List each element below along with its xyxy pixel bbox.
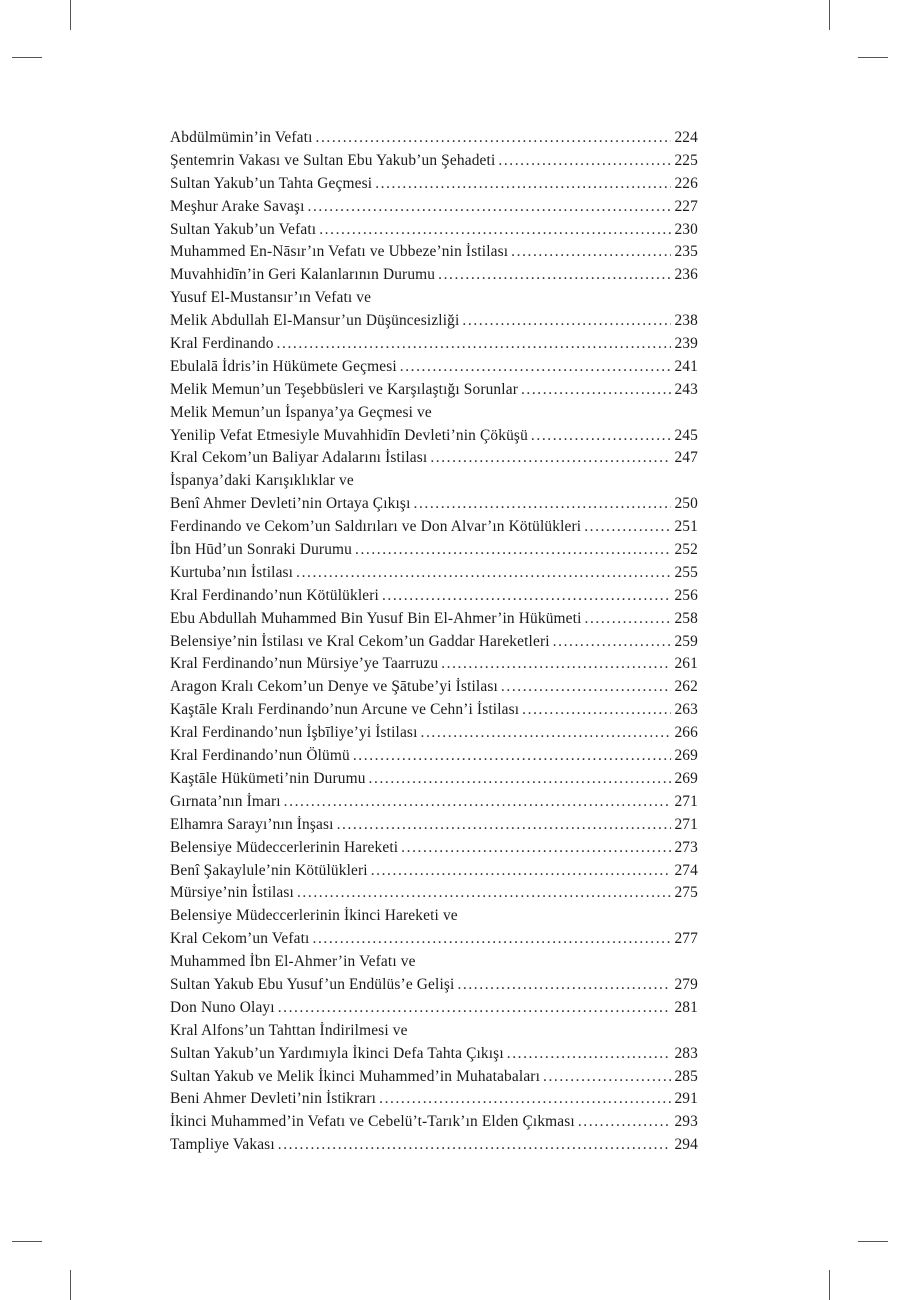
toc-entry-page: 271 bbox=[674, 792, 698, 810]
toc-entry-title: Yenilip Vefat Etmesiyle Muvahhidīn Devleti’nin Çöküşü bbox=[170, 426, 528, 444]
toc-entry-title: Melik Memun’un Teşebbüsleri ve Karşılaştığı Sorunlar bbox=[170, 380, 518, 398]
toc-dot-leader bbox=[531, 425, 672, 448]
crop-mark-right-bottom bbox=[858, 1241, 888, 1242]
toc-entry bbox=[170, 1043, 698, 1066]
toc-dot-leader bbox=[430, 447, 671, 470]
toc-entry bbox=[170, 539, 698, 562]
toc-entry bbox=[170, 860, 698, 883]
toc-dot-leader bbox=[401, 837, 671, 860]
toc-dot-leader bbox=[379, 1088, 671, 1111]
toc-entry bbox=[170, 264, 698, 287]
toc-dot-leader bbox=[414, 493, 672, 516]
toc-entry bbox=[170, 150, 698, 173]
toc-entry bbox=[170, 882, 698, 905]
toc-entry-page: 243 bbox=[674, 380, 698, 398]
toc-entry-title: Ebu Abdullah Muhammed Bin Yusuf Bin El-Ahmer’in Hükümeti bbox=[170, 609, 582, 627]
crop-mark-left-top bbox=[12, 57, 42, 58]
toc-dot-leader bbox=[297, 882, 671, 905]
toc-entry-title: Muhammed İbn El-Ahmer’in Vefatı ve bbox=[170, 953, 416, 971]
toc-entry bbox=[170, 814, 698, 837]
toc-entry-title: Belensiye’nin İstilası ve Kral Cekom’un Gaddar Hareketleri bbox=[170, 632, 550, 650]
toc-entry bbox=[170, 997, 698, 1020]
toc-entry-page: 224 bbox=[674, 129, 698, 146]
crop-mark-top-left bbox=[70, 0, 71, 30]
toc-entry-page: 281 bbox=[674, 998, 698, 1016]
toc-entry-title: Kral Ferdinando’nun Ölümü bbox=[170, 747, 350, 765]
toc-dot-leader bbox=[521, 379, 671, 402]
toc-entry-title: Kral Ferdinando’nun Kötülükleri bbox=[170, 586, 379, 604]
toc-dot-leader bbox=[584, 516, 671, 539]
toc-dot-leader bbox=[313, 928, 672, 951]
toc-dot-leader bbox=[400, 356, 672, 379]
toc-entry bbox=[170, 631, 698, 654]
toc-entry-page: 225 bbox=[674, 151, 698, 169]
toc-entry-title: İspanya’daki Karışıklıklar ve bbox=[170, 472, 354, 490]
toc-entry bbox=[170, 585, 698, 608]
toc-entry bbox=[170, 333, 698, 356]
toc-entry bbox=[170, 1111, 698, 1134]
toc-dot-leader bbox=[319, 219, 671, 242]
toc-entry-page: 236 bbox=[674, 266, 698, 284]
toc-entry-title: Kral Cekom’un Vefatı bbox=[170, 930, 310, 948]
toc-entry-title: Melik Memun’un İspanya’ya Geçmesi ve bbox=[170, 403, 432, 421]
crop-mark-bottom-left bbox=[70, 1270, 71, 1300]
toc-entry bbox=[170, 470, 698, 493]
toc-entry-page: 273 bbox=[674, 838, 698, 856]
toc-entry-title: Sultan Yakub Ebu Yusuf’un Endülüs’e Gelişi bbox=[170, 975, 455, 993]
toc-entry bbox=[170, 1020, 698, 1043]
toc-entry-title: Meşhur Arake Savaşı bbox=[170, 197, 305, 215]
toc-entry-title: Sultan Yakub’un Yardımıyla İkinci Defa Tahta Çıkışı bbox=[170, 1044, 504, 1062]
toc-entry bbox=[170, 402, 698, 425]
toc-entry-title: Muvahhidīn’in Geri Kalanlarının Durumu bbox=[170, 266, 436, 284]
toc-entry-page: 258 bbox=[674, 609, 698, 627]
toc-entry-page: 293 bbox=[674, 1113, 698, 1131]
toc-entry-title: Beni Ahmer Devleti’nin İstikrarı bbox=[170, 1090, 377, 1108]
toc-dot-leader bbox=[296, 562, 671, 585]
toc-entry-title: Abdülmümin’in Vefatı bbox=[170, 129, 313, 146]
toc-entry-page: 294 bbox=[674, 1136, 698, 1154]
toc-dot-leader bbox=[511, 241, 671, 264]
toc-entry-page: 277 bbox=[674, 930, 698, 948]
toc-dot-leader bbox=[543, 1066, 671, 1089]
toc-dot-leader bbox=[498, 150, 671, 173]
toc-entry bbox=[170, 905, 698, 928]
toc-entry bbox=[170, 1066, 698, 1089]
toc-entry-page: 235 bbox=[674, 243, 698, 261]
toc-entry bbox=[170, 493, 698, 516]
toc-entry-page: 227 bbox=[674, 197, 698, 215]
toc-dot-leader bbox=[371, 860, 672, 883]
toc-entry bbox=[170, 608, 698, 631]
toc-entry-page: 245 bbox=[674, 426, 698, 444]
toc-entry-title: Yusuf El-Mustansır’ın Vefatı ve bbox=[170, 289, 372, 307]
toc-entry-page: 226 bbox=[674, 174, 698, 192]
toc-entry-page: 251 bbox=[674, 518, 698, 536]
toc-entry-page: 239 bbox=[674, 335, 698, 353]
toc-entry-title: Ferdinando ve Cekom’un Saldırıları ve Don Alvar’ın Kötülükleri bbox=[170, 518, 582, 536]
toc-entry-page: 279 bbox=[674, 975, 698, 993]
toc-entry-title: Şentemrin Vakası ve Sultan Ebu Yakub’un Şehadeti bbox=[170, 151, 496, 169]
toc-entry bbox=[170, 173, 698, 196]
toc-entry-page: 271 bbox=[674, 815, 698, 833]
toc-entry bbox=[170, 951, 698, 974]
toc-entry-page: 255 bbox=[674, 563, 698, 581]
toc-entry-page: 261 bbox=[674, 655, 698, 673]
toc-entry-page: 275 bbox=[674, 884, 698, 902]
toc-dot-leader bbox=[369, 768, 672, 791]
toc-entry-title: Kaştāle Kralı Ferdinando’nun Arcune ve Cehn’i İstilası bbox=[170, 701, 520, 719]
toc-entry-page: 283 bbox=[674, 1044, 698, 1062]
toc-dot-leader bbox=[421, 722, 672, 745]
toc-entry bbox=[170, 447, 698, 470]
toc-entry bbox=[170, 653, 698, 676]
toc-entry-title: Sultan Yakub’un Vefatı bbox=[170, 220, 317, 238]
toc-entry-page: 269 bbox=[674, 769, 698, 787]
toc-entry bbox=[170, 516, 698, 539]
toc-entry bbox=[170, 562, 698, 585]
toc-entry bbox=[170, 425, 698, 448]
toc-dot-leader bbox=[457, 974, 671, 997]
toc-entry-title: Kral Cekom’un Baliyar Adalarını İstilası bbox=[170, 449, 428, 467]
toc-entry-title: Elhamra Sarayı’nın İnşası bbox=[170, 815, 334, 833]
toc-entry bbox=[170, 928, 698, 951]
toc-entry bbox=[170, 722, 698, 745]
toc-dot-leader bbox=[553, 631, 672, 654]
toc-entry bbox=[170, 310, 698, 333]
toc-entry bbox=[170, 837, 698, 860]
toc-dot-leader bbox=[284, 791, 672, 814]
toc-entry-page: 241 bbox=[674, 357, 698, 375]
toc-entry bbox=[170, 791, 698, 814]
toc-entry-title: Sultan Yakub ve Melik İkinci Muhammed’in Muhatabaları bbox=[170, 1067, 540, 1085]
toc-entry-title: Kurtuba’nın İstilası bbox=[170, 563, 294, 581]
toc-entry bbox=[170, 745, 698, 768]
toc-dot-leader bbox=[578, 1111, 672, 1134]
toc-entry-title: Don Nuno Olayı bbox=[170, 998, 275, 1016]
toc-entry bbox=[170, 768, 698, 791]
toc-dot-leader bbox=[507, 1043, 672, 1066]
toc-entry bbox=[170, 699, 698, 722]
toc-entry bbox=[170, 219, 698, 242]
crop-mark-left-bottom bbox=[12, 1241, 42, 1242]
toc-dot-leader bbox=[277, 333, 672, 356]
toc-dot-leader bbox=[353, 745, 672, 768]
toc-entry-title: Belensiye Müdeccerlerinin İkinci Hareketi ve bbox=[170, 907, 458, 925]
toc-entry-page: 262 bbox=[674, 678, 698, 696]
toc-dot-leader bbox=[438, 264, 671, 287]
toc-entry-page: 256 bbox=[674, 586, 698, 604]
toc-entry-page: 266 bbox=[674, 724, 698, 742]
toc-entry-page: 263 bbox=[674, 701, 698, 719]
toc-entry-title: Kral Ferdinando’nun Mürsiye’ye Taarruzu bbox=[170, 655, 439, 673]
toc-entry-title: Kral Ferdinando’nun İşbīliye’yi İstilası bbox=[170, 724, 418, 742]
toc-entry-title: Muhammed En-Nāsır’ın Vefatı ve Ubbeze’nin İstilası bbox=[170, 243, 509, 261]
toc-entry-page: 285 bbox=[674, 1067, 698, 1085]
toc-dot-leader bbox=[308, 196, 672, 219]
toc-entry bbox=[170, 676, 698, 699]
toc-dot-leader bbox=[355, 539, 671, 562]
toc-entry-title: Gırnata’nın İmarı bbox=[170, 792, 281, 810]
toc-entry-page: 259 bbox=[674, 632, 698, 650]
toc-entry-title: Benî Ahmer Devleti’nin Ortaya Çıkışı bbox=[170, 495, 411, 513]
toc-entry-title: Tampliye Vakası bbox=[170, 1136, 275, 1154]
table-of-contents bbox=[170, 127, 698, 1157]
toc-entry-page: 250 bbox=[674, 495, 698, 513]
toc-entry-title: Ebulalā İdris’in Hükümete Geçmesi bbox=[170, 357, 397, 375]
toc-entry-title: İbn Hūd’un Sonraki Durumu bbox=[170, 541, 353, 559]
toc-entry-page: 269 bbox=[674, 747, 698, 765]
crop-mark-right-top bbox=[858, 57, 888, 58]
toc-dot-leader bbox=[501, 676, 672, 699]
toc-entry bbox=[170, 287, 698, 310]
toc-entry bbox=[170, 1134, 698, 1157]
toc-entry-page: 291 bbox=[674, 1090, 698, 1108]
toc-entry bbox=[170, 127, 698, 150]
toc-dot-leader bbox=[278, 997, 672, 1020]
toc-dot-leader bbox=[316, 127, 672, 150]
toc-entry-page: 252 bbox=[674, 541, 698, 559]
toc-dot-leader bbox=[441, 653, 671, 676]
toc-entry bbox=[170, 196, 698, 219]
toc-entry-title: İkinci Muhammed’in Vefatı ve Cebelü’t-Tarık’ın Elden Çıkması bbox=[170, 1113, 575, 1131]
toc-dot-leader bbox=[337, 814, 672, 837]
toc-entry-title: Mürsiye’nin İstilası bbox=[170, 884, 294, 902]
toc-dot-leader bbox=[522, 699, 671, 722]
toc-entry bbox=[170, 974, 698, 997]
toc-entry-page: 230 bbox=[674, 220, 698, 238]
toc-dot-leader bbox=[375, 173, 671, 196]
toc-entry-title: Kaştāle Hükümeti’nin Durumu bbox=[170, 769, 366, 787]
toc-entry-page: 247 bbox=[674, 449, 698, 467]
toc-entry bbox=[170, 356, 698, 379]
toc-entry-title: Melik Abdullah El-Mansur’un Düşüncesizliği bbox=[170, 312, 460, 330]
toc-entry-title: Kral Ferdinando bbox=[170, 335, 274, 353]
toc-entry-title: Belensiye Müdeccerlerinin Hareketi bbox=[170, 838, 399, 856]
toc-dot-leader bbox=[382, 585, 671, 608]
crop-mark-bottom-right bbox=[829, 1270, 830, 1300]
crop-mark-top-right bbox=[829, 0, 830, 30]
toc-dot-leader bbox=[462, 310, 671, 333]
toc-dot-leader bbox=[278, 1134, 672, 1157]
toc-entry-title: Benî Şakaylule’nin Kötülükleri bbox=[170, 861, 368, 879]
toc-entry-page: 274 bbox=[674, 861, 698, 879]
toc-entry-title: Sultan Yakub’un Tahta Geçmesi bbox=[170, 174, 373, 192]
toc-entry-title: Aragon Kralı Cekom’un Denye ve Şātube’yi İstilası bbox=[170, 678, 498, 696]
toc-entry bbox=[170, 241, 698, 264]
toc-entry-title: Kral Alfons’un Tahttan İndirilmesi ve bbox=[170, 1021, 408, 1039]
toc-entry bbox=[170, 379, 698, 402]
toc-entry-page: 238 bbox=[674, 312, 698, 330]
toc-entry bbox=[170, 1088, 698, 1111]
toc-dot-leader bbox=[585, 608, 672, 631]
